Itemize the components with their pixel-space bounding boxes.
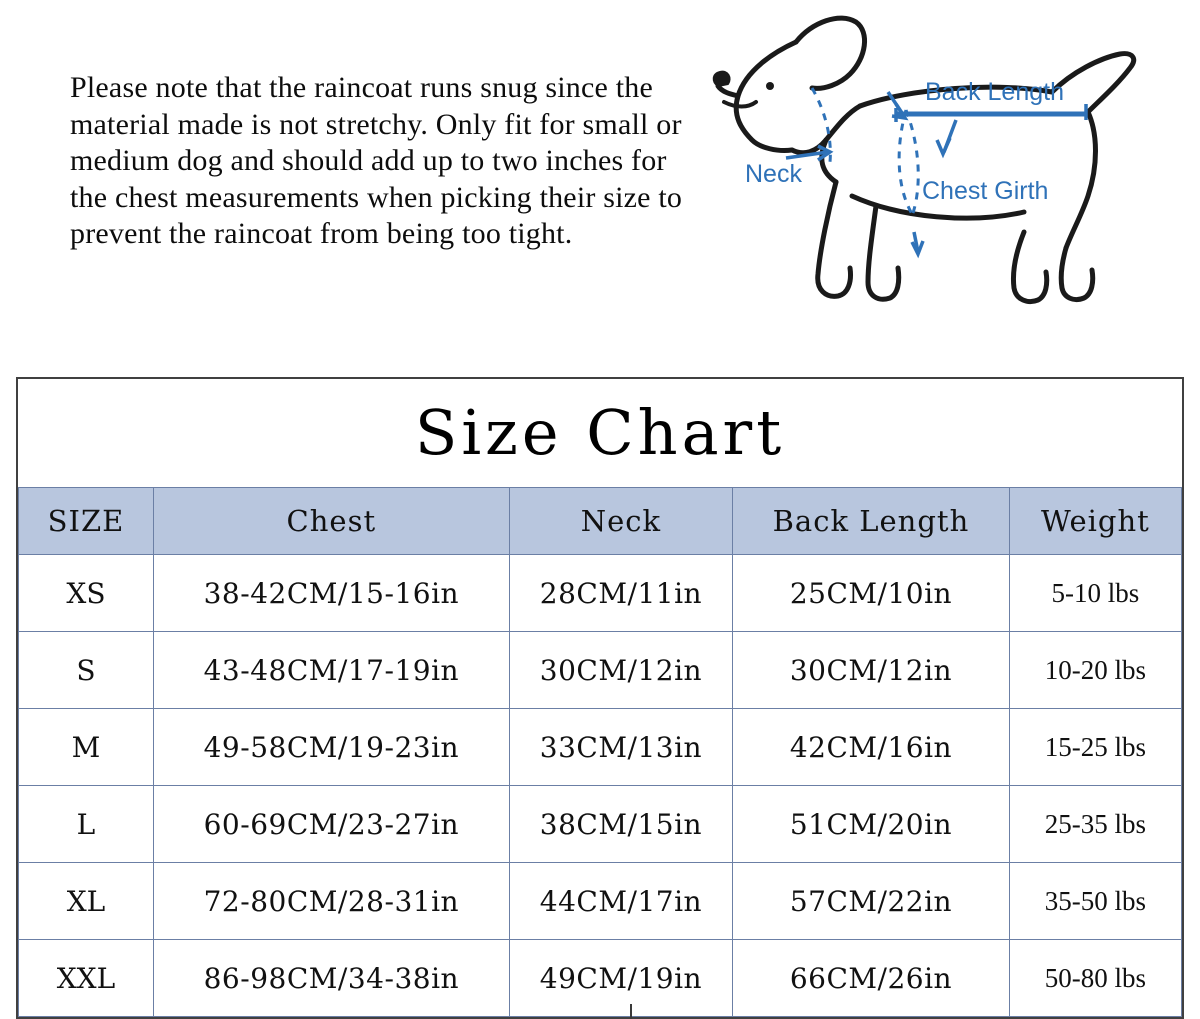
table-header-row [19, 488, 1182, 555]
cell-neck: 38CM/15in [509, 786, 732, 863]
dog-measurement-illustration [700, 0, 1200, 360]
table-row [19, 555, 1182, 632]
table-row [19, 632, 1182, 709]
fit-note-text: Please note that the raincoat runs snug since the material made is not stretchy. Only fit for small or medium dog and should add up to two inches for the chest measurements when picking their size to prevent the raincoat from being too tight. [70, 71, 683, 251]
cell-weight: 35-50 lbs [1009, 863, 1181, 940]
cell-size: XS [19, 555, 154, 632]
table-row [19, 863, 1182, 940]
table-row [19, 786, 1182, 863]
cell-chest: 43-48CM/17-19in [153, 632, 509, 709]
table-row [19, 709, 1182, 786]
cell-chest: 60-69CM/23-27in [153, 786, 509, 863]
column-header-weight: Weight [1009, 488, 1181, 555]
cell-size: S [19, 632, 154, 709]
cell-neck: 30CM/12in [509, 632, 732, 709]
size-chart-title: Size Chart [414, 396, 786, 469]
cell-chest: 49-58CM/19-23in [153, 709, 509, 786]
cell-neck: 28CM/11in [509, 555, 732, 632]
table-row [19, 940, 1182, 1017]
cell-size: M [19, 709, 154, 786]
column-header-size: SIZE [19, 488, 154, 555]
cell-chest: 72-80CM/28-31in [153, 863, 509, 940]
cell-neck: 33CM/13in [509, 709, 732, 786]
cell-weight: 5-10 lbs [1009, 555, 1181, 632]
cell-chest: 38-42CM/15-16in [153, 555, 509, 632]
cell-size: L [19, 786, 154, 863]
column-header-chest: Chest [153, 488, 509, 555]
page-tick-mark [630, 1004, 632, 1019]
cell-weight: 10-20 lbs [1009, 632, 1181, 709]
size-chart-table-container [16, 377, 1184, 1019]
column-header-back-length: Back Length [733, 488, 1010, 555]
label-back-length: Back Length [925, 78, 1064, 106]
cell-weight: 25-35 lbs [1009, 786, 1181, 863]
cell-size: XL [19, 863, 154, 940]
size-chart-table [18, 487, 1182, 1017]
cell-back-length: 42CM/16in [733, 709, 1010, 786]
label-neck: Neck [745, 160, 802, 188]
cell-size: XXL [19, 940, 154, 1017]
cell-back-length: 57CM/22in [733, 863, 1010, 940]
label-chest-girth: Chest Girth [922, 177, 1049, 205]
cell-back-length: 30CM/12in [733, 632, 1010, 709]
measure-arrows [786, 92, 1086, 254]
cell-neck: 44CM/17in [509, 863, 732, 940]
cell-back-length: 66CM/26in [733, 940, 1010, 1017]
cell-chest: 86-98CM/34-38in [153, 940, 509, 1017]
cell-back-length: 25CM/10in [733, 555, 1010, 632]
column-header-neck: Neck [509, 488, 732, 555]
cell-weight: 15-25 lbs [1009, 709, 1181, 786]
cell-neck: 49CM/19in [509, 940, 732, 1017]
cell-back-length: 51CM/20in [733, 786, 1010, 863]
cell-weight: 50-80 lbs [1009, 940, 1181, 1017]
